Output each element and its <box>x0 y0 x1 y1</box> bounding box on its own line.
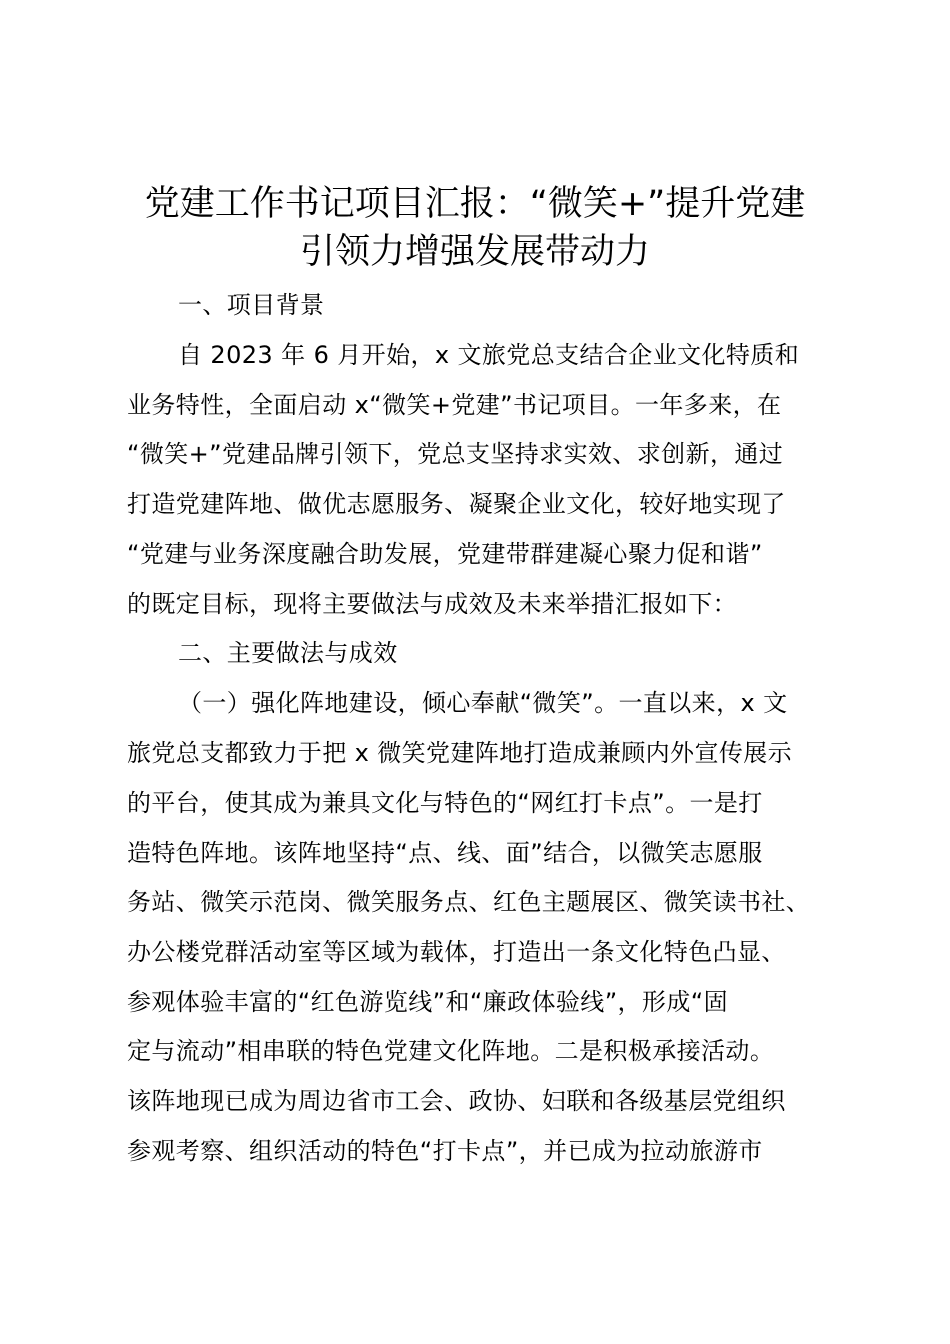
paragraph-line: 办公楼党群活动室等区域为载体，打造出一条文化特色凸显、 <box>127 938 786 966</box>
paragraph-line: （一）强化阵地建设，倾心奉献“微笑”。一直以来，x 文 <box>178 689 788 717</box>
paragraph-line: 定与流动”相串联的特色党建文化阵地。二是积极承接活动。 <box>127 1037 775 1065</box>
paragraph-line: 打造党建阵地、做优志愿服务、凝聚企业文化，较好地实现了 <box>127 490 786 518</box>
paragraph-line: 的既定目标，现将主要做法与成效及未来举措汇报如下： <box>127 590 737 618</box>
paragraph-line: 参观考察、组织活动的特色“打卡点”，并已成为拉动旅游市 <box>127 1137 763 1165</box>
paragraph-line: 自 2023 年 6 月开始，x 文旅党总支结合企业文化特质和 <box>178 341 800 369</box>
title-line: 党建工作书记项目汇报：“微笑+”提升党建 <box>144 184 806 224</box>
paragraph-line: 参观体验丰富的“红色游览线”和“廉政体验线”，形成“固 <box>127 988 728 1016</box>
paragraph-line: 务站、微笑示范岗、微笑服务点、红色主题展区、微笑读书社、 <box>127 888 811 916</box>
section-heading-background: 一、项目背景 <box>178 291 325 319</box>
section-heading-practices: 二、主要做法与成效 <box>178 639 398 667</box>
paragraph-line: 旅党总支都致力于把 x 微笑党建阵地打造成兼顾内外宣传展示 <box>127 739 793 767</box>
paragraph-line: 造特色阵地。该阵地坚持“点、线、面”结合，以微笑志愿服 <box>127 839 763 867</box>
paragraph-line: “微笑+”党建品牌引领下，党总支坚持求实效、求创新，通过 <box>127 440 784 468</box>
title-line: 引领力增强发展带动力 <box>299 232 650 272</box>
paragraph-line: 的平台，使其成为兼具文化与特色的“网红打卡点”。一是打 <box>127 789 763 817</box>
document-title <box>100 180 850 276</box>
paragraph-line: “党建与业务深度融合助发展，党建带群建凝心聚力促和谐” <box>127 540 763 568</box>
paragraph-line: 该阵地现已成为周边省市工会、政协、妇联和各级基层党组织 <box>127 1087 786 1115</box>
paragraph-line: 业务特性，全面启动 x“微笑+党建”书记项目。一年多来，在 <box>127 391 782 419</box>
